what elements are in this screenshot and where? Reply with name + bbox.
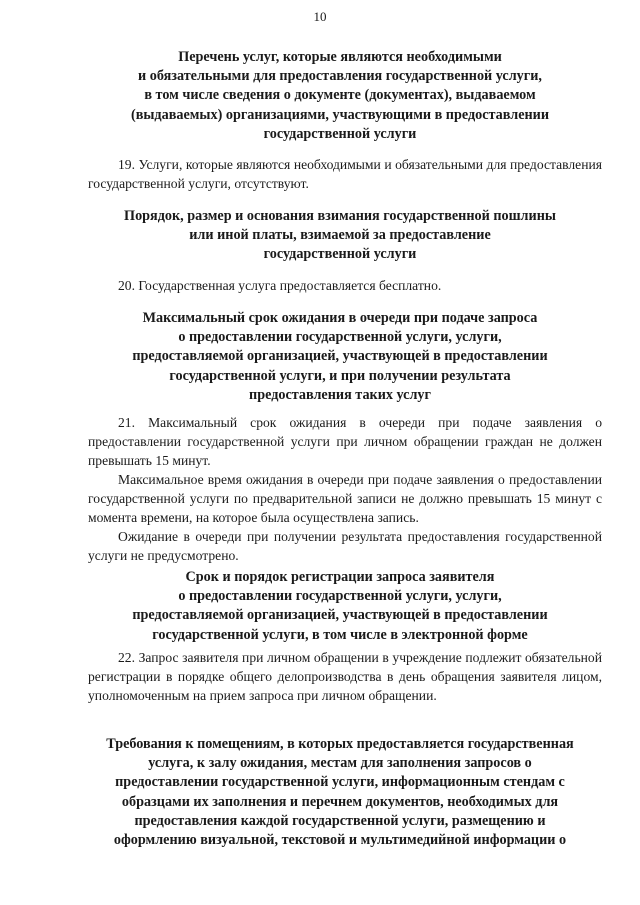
section-heading-state-fee — [60, 207, 620, 265]
paragraph-21-result: Ожидание в очереди при получении результата предоставления государственной услуги не предусмотрено. — [88, 529, 602, 564]
heading-line: услуга, к залу ожидания, местам для заполнения запросов о — [148, 755, 532, 772]
page-number: 10 — [313, 9, 327, 24]
heading-line: Срок и порядок регистрации запроса заявителя — [185, 569, 495, 585]
section-heading-premises-requirements — [60, 735, 620, 850]
paragraph-19: 19. Услуги, которые являются необходимыми и обязательными для предоставления государственной услуги, отсутствуют. — [88, 157, 602, 192]
heading-line: образцами их заполнения и перечнем документов, необходимых для — [121, 793, 559, 810]
heading-line: или иной платы, взимаемой за предоставление — [189, 227, 491, 244]
heading-line: предоставления таких услуг — [249, 386, 431, 403]
heading-line: государственной услуги, в том числе в электронной форме — [152, 626, 528, 643]
heading-line: государственной услуги, и при получении результата — [169, 367, 511, 384]
heading-line: государственной услуги — [263, 125, 417, 142]
heading-line: в том числе сведения о документе (документах), выдаваемом — [144, 87, 536, 104]
heading-line: Порядок, размер и основания взимания государственной пошлины — [124, 208, 556, 224]
heading-line: о предоставлении государственной услуги, услуги, — [178, 588, 502, 605]
heading-line: Требования к помещениям, в которых предоставляется государственная — [106, 736, 574, 752]
heading-line: о предоставлении государственной услуги, услуги, — [178, 329, 502, 346]
heading-line: Максимальный срок ожидания в очереди при подаче запроса — [142, 310, 538, 326]
heading-line: предоставляемой организацией, участвующей в предоставлении — [132, 348, 548, 365]
paragraph-21: 21. Максимальный срок ожидания в очереди при подаче заявления о предоставлении государственной услуги при личном обращении граждан не должен превышать 15 минут. — [88, 415, 602, 469]
heading-line: и обязательными для предоставления государственной услуги, — [138, 68, 542, 85]
heading-line: предоставляемой организацией, участвующей в предоставлении — [132, 607, 548, 624]
paragraph-22: 22. Запрос заявителя при личном обращении в учреждение подлежит обязательной регистрации в порядке общего делопроизводства в день обращения заявителя лицом, уполномоченным на прием запроса при личном обращении. — [88, 650, 602, 704]
section-heading-queue-time — [60, 309, 620, 405]
heading-line: предоставлении государственной услуги, информационным стендам с — [115, 774, 565, 791]
paragraph-20: 20. Государственная услуга предоставляется бесплатно. — [118, 278, 442, 293]
paragraph-21-appointment: Максимальное время ожидания в очереди при подаче заявления о предоставлении государственной услуги по предварительной записи не должно превышать 15 минут с момента времени, на которое была осуществлена запись. — [88, 472, 602, 526]
section-heading-registration — [60, 568, 620, 645]
heading-line: оформлению визуальной, текстовой и мультимедийной информации о — [113, 832, 567, 849]
heading-line: (выдаваемых) организациями, участвующими в предоставлении — [130, 106, 550, 123]
section-heading-services-list — [60, 48, 620, 144]
heading-line: государственной услуги — [263, 246, 417, 263]
heading-line: предоставления каждой государственной услуги, размещению и — [134, 812, 546, 829]
heading-line: Перечень услуг, которые являются необходимыми — [178, 49, 502, 65]
